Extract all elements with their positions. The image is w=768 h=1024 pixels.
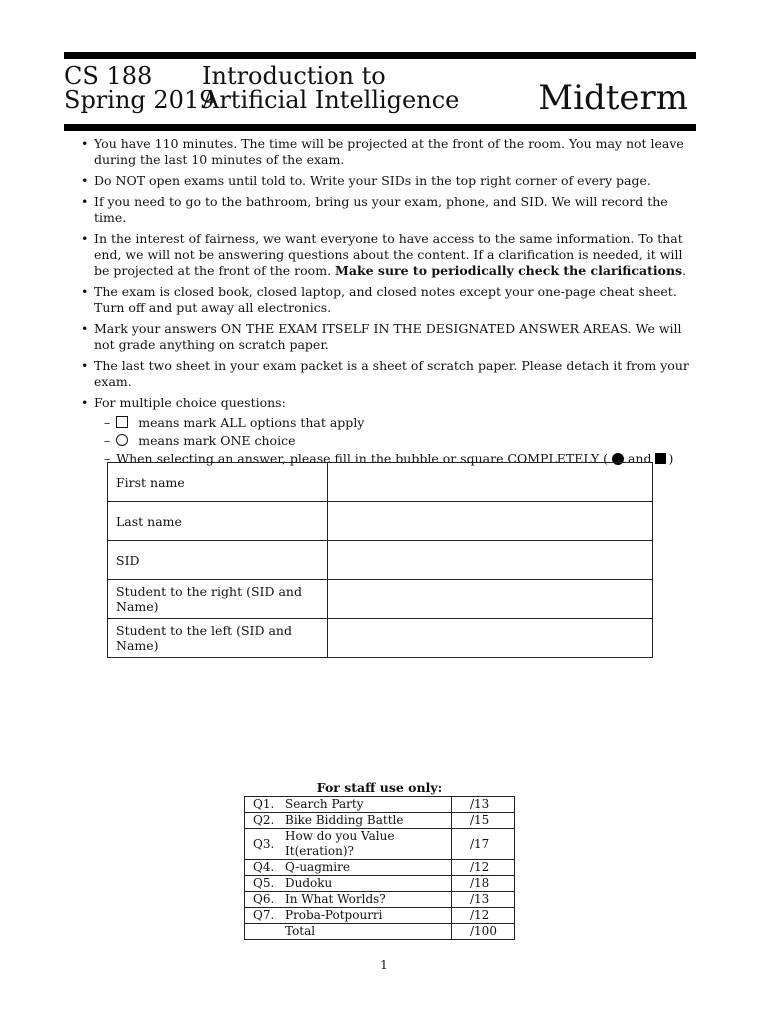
exam-type-title: Midterm <box>538 78 688 118</box>
instruction-item: • Mark your answers ON THE EXAM ITSELF IN THE DESIGNATED ANSWER AREAS. We will not grade anything on scratch paper. <box>80 321 700 353</box>
question-points: /12 <box>452 860 515 876</box>
header-top-rule <box>64 52 696 59</box>
sid-label: SID <box>108 541 328 580</box>
table-row-total <box>245 924 515 940</box>
legend-fill-and: and <box>627 451 652 466</box>
question-number: Q3. <box>245 829 280 860</box>
question-name: In What Worlds? <box>279 892 452 908</box>
question-name: Dudoku <box>279 876 452 892</box>
instructions-list <box>80 136 700 473</box>
table-row <box>108 619 653 658</box>
table-row <box>245 813 515 829</box>
student-left-field[interactable] <box>328 619 653 658</box>
question-number: Q4. <box>245 860 280 876</box>
course-title-line1: Introduction to <box>202 62 386 90</box>
legend-square-text: means mark ALL options that apply <box>138 415 365 430</box>
multiple-choice-intro: For multiple choice questions: <box>94 395 286 410</box>
table-row <box>245 860 515 876</box>
instruction-item: • You have 110 minutes. The time will be projected at the front of the room. You may not leave during the last 10 minutes of the exam. <box>80 136 700 168</box>
empty-square-icon <box>116 416 128 428</box>
instruction-item: • If you need to go to the bathroom, bring us your exam, phone, and SID. We will record the time. <box>80 194 700 226</box>
legend-square <box>104 414 700 432</box>
fairness-end: . <box>682 263 687 278</box>
question-number: Q7. <box>245 908 280 924</box>
student-left-label: Student to the left (SID and Name) <box>108 619 328 658</box>
last-name-field[interactable] <box>328 502 653 541</box>
course-title-line2: Artificial Intelligence <box>202 86 460 114</box>
first-name-label: First name <box>108 463 328 502</box>
table-row <box>245 797 515 813</box>
clarifications-notice: Make sure to periodically check the clarifications <box>335 263 683 278</box>
legend-circle-text: means mark ONE choice <box>138 433 296 448</box>
legend-fill-text: When selecting an answer, please fill in the bubble or square COMPLETELY ( <box>116 451 608 466</box>
instruction-item-fairness <box>80 231 700 279</box>
course-title-block <box>202 64 459 112</box>
total-points: /100 <box>452 924 515 940</box>
table-row <box>245 892 515 908</box>
question-points: /13 <box>452 797 515 813</box>
question-number <box>245 924 280 940</box>
question-number: Q5. <box>245 876 280 892</box>
instruction-item-multiple-choice <box>80 395 700 468</box>
last-name-label: Last name <box>108 502 328 541</box>
table-row <box>108 541 653 580</box>
question-number: Q1. <box>245 797 280 813</box>
table-row <box>245 908 515 924</box>
fairness-text: In the interest of fairness, we want everyone to have access to the same information. To that end, we will not be answering questions about the content. If a clarification is needed, it will be projected at the front of the room. <box>94 231 683 278</box>
question-number: Q2. <box>245 813 280 829</box>
student-right-field[interactable] <box>328 580 653 619</box>
multiple-choice-legend <box>104 414 700 468</box>
course-code: CS 188 <box>64 62 153 90</box>
sid-field[interactable] <box>328 541 653 580</box>
table-row <box>245 829 515 860</box>
legend-dash: – <box>104 451 111 466</box>
header-bottom-rule <box>64 124 696 131</box>
table-row <box>108 463 653 502</box>
legend-circle <box>104 432 700 450</box>
legend-dash: – <box>104 415 111 430</box>
question-points: /15 <box>452 813 515 829</box>
course-block <box>64 64 214 112</box>
staff-score-table <box>244 796 515 940</box>
instruction-item: • The last two sheet in your exam packet is a sheet of scratch paper. Please detach it from your exam. <box>80 358 700 390</box>
question-points: /13 <box>452 892 515 908</box>
question-name: Proba-Potpourri <box>279 908 452 924</box>
question-points: /18 <box>452 876 515 892</box>
student-right-label: Student to the right (SID and Name) <box>108 580 328 619</box>
staff-use-title: For staff use only: <box>316 780 443 795</box>
page-number: 1 <box>380 958 388 972</box>
question-name: How do you Value It(eration)? <box>279 829 452 860</box>
table-row <box>245 876 515 892</box>
question-number: Q6. <box>245 892 280 908</box>
instruction-item: • The exam is closed book, closed laptop, and closed notes except your one-page cheat sheet. Turn off and put away all electronics. <box>80 284 700 316</box>
question-name: Search Party <box>279 797 452 813</box>
empty-circle-icon <box>116 434 128 446</box>
legend-dash: – <box>104 433 111 448</box>
legend-fill-close: ) <box>668 451 674 466</box>
student-info-table <box>107 462 653 658</box>
question-name: Q-uagmire <box>279 860 452 876</box>
question-points: /17 <box>452 829 515 860</box>
question-name: Bike Bidding Battle <box>279 813 452 829</box>
question-points: /12 <box>452 908 515 924</box>
table-row <box>108 580 653 619</box>
instruction-item: • Do NOT open exams until told to. Write your SIDs in the top right corner of every page. <box>80 173 700 189</box>
table-row <box>108 502 653 541</box>
first-name-field[interactable] <box>328 463 653 502</box>
filled-square-icon <box>655 453 666 464</box>
course-term: Spring 2019 <box>64 86 215 114</box>
total-label: Total <box>279 924 452 940</box>
